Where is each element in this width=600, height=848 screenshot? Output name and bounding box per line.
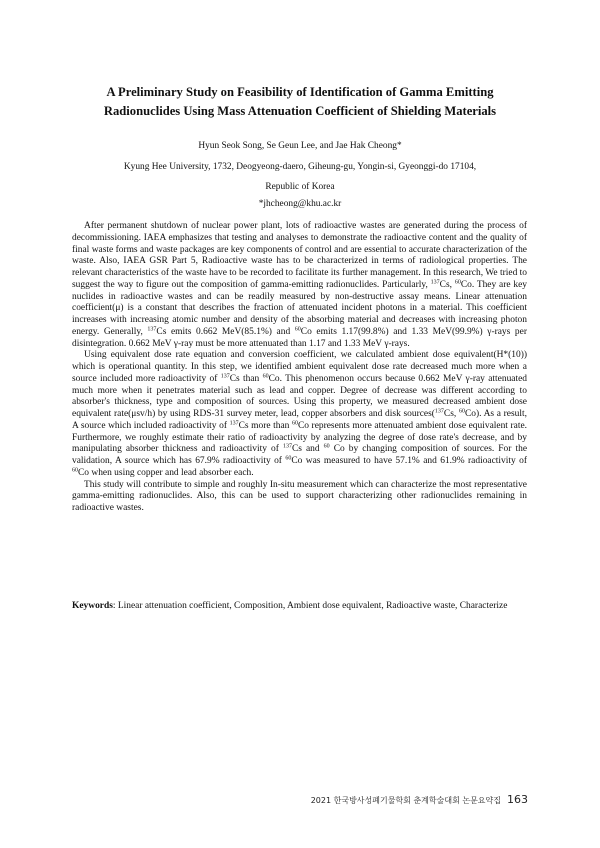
page-number: 163 — [507, 793, 528, 806]
paper-title — [60, 83, 540, 121]
title-line-1: A Preliminary Study on Feasibility of Identification of Gamma Emitting — [106, 85, 494, 99]
keywords-label: Keywords — [72, 601, 113, 611]
abstract-paragraph-3: This study will contribute to simple and roughly In-situ measurement which can characterize the most representative gamma-emitting radionuclides. Also, this can be used to support characterizing other radionuclides remaining in radioactive wastes. — [72, 479, 527, 513]
authors: Hyun Seok Song, Se Geun Lee, and Jae Hak Cheong* — [198, 141, 402, 151]
footer-proceedings: 2021 한국방사성폐기물학회 춘계학술대회 논문요약집 — [310, 796, 501, 805]
affiliation: Kyung Hee University, 1732, Deogyeong-daero, Giheung-gu, Yongin-si, Gyeonggi-do 17104, — [123, 162, 477, 172]
title-line-2: Radionuclides Using Mass Attenuation Coefficient of Shielding Materials — [103, 104, 497, 118]
country: Republic of Korea — [265, 182, 335, 192]
abstract-body — [72, 221, 527, 515]
corresponding-email: *jhcheong@khu.ac.kr — [258, 199, 342, 209]
page-footer — [311, 793, 528, 806]
keywords — [72, 601, 527, 613]
keywords-list: : Linear attenuation coefficient, Composition, Ambient dose equivalent, Radioactive waste, Characterize — [112, 601, 508, 611]
abstract-paragraph-1: After permanent shutdown of nuclear power plant, lots of radioactive wastes are generated during the process of decommissioning. IAEA emphasizes that testing and analyses to demonstrate the radioactive content and the quality of final waste forms and waste packages are key components of control and are essential to accurate characterization of the waste. Also, IAEA GSR Part 5, Radioactive waste has to be characterized in terms of radiological properties. The relevant characteristics of the waste have to be recorded to facilitate its further management. In this research, We tried to suggest the way to figure out the composition of gamma-emitting radionuclides. Particularly, $^{137}$Cs, $^{60}$Co. They are key nuclides in radioactive wastes and can be readily measured by non-destructive assay means. Linear attenuation coefficient(μ) is a constant that describes the fraction of attenuated incident photons in a material. This coefficient increases with increasing atomic number and density of the absorbing material and decreases with increasing photon energy. Generally, $^{137}$Cs emits 0.662 MeV(85.1%) and $^{60}$Co emits 1.17(99.8%) and 1.33 MeV(99.9%) γ-rays per disintegration. 0.662 MeV γ-ray must be more attenuated than 1.17 and 1.33 MeV γ-rays. — [72, 221, 527, 349]
abstract-paragraph-2: Using equivalent dose rate equation and conversion coefficient, we calculated ambient dose equivalent(H*(10)) which is operational quantity. In this step, we identified ambient equivalent dose rate decreased much more when a source included more radioactivity of $^{137}$Cs than $^{60}$Co. This phenomenon occurs because 0.662 MeV γ-ray attenuated much more when it penetrates material such as lead and copper. Degree of decrease was different according to absorber's thickness, type and composition of sources. Using this property, we measured decreased ambient dose equivalent rate(μsv/h) by using RDS-31 survey meter, lead, copper absorbers and disk sources($^{137}$Cs, $^{60}$Co). As a result, A source which included radioactivity of $^{137}$Cs more than $^{60}$Co represents more attenuated ambient dose equivalent rate. Furthermore, we roughly estimate their ratio of radioactivity by analyzing the degree of dose rate's decrease, and by manipulating absorber thickness and radioactivity of $^{137}$Cs and $^{60}$ Co by changing composition of sources. For the validation, A source which has 67.9% radioactivity of $^{60}$Co was measured to have 57.1% and 61.9% radioactivity of $^{60}$Co when using copper and lead absorber each. — [72, 350, 528, 478]
